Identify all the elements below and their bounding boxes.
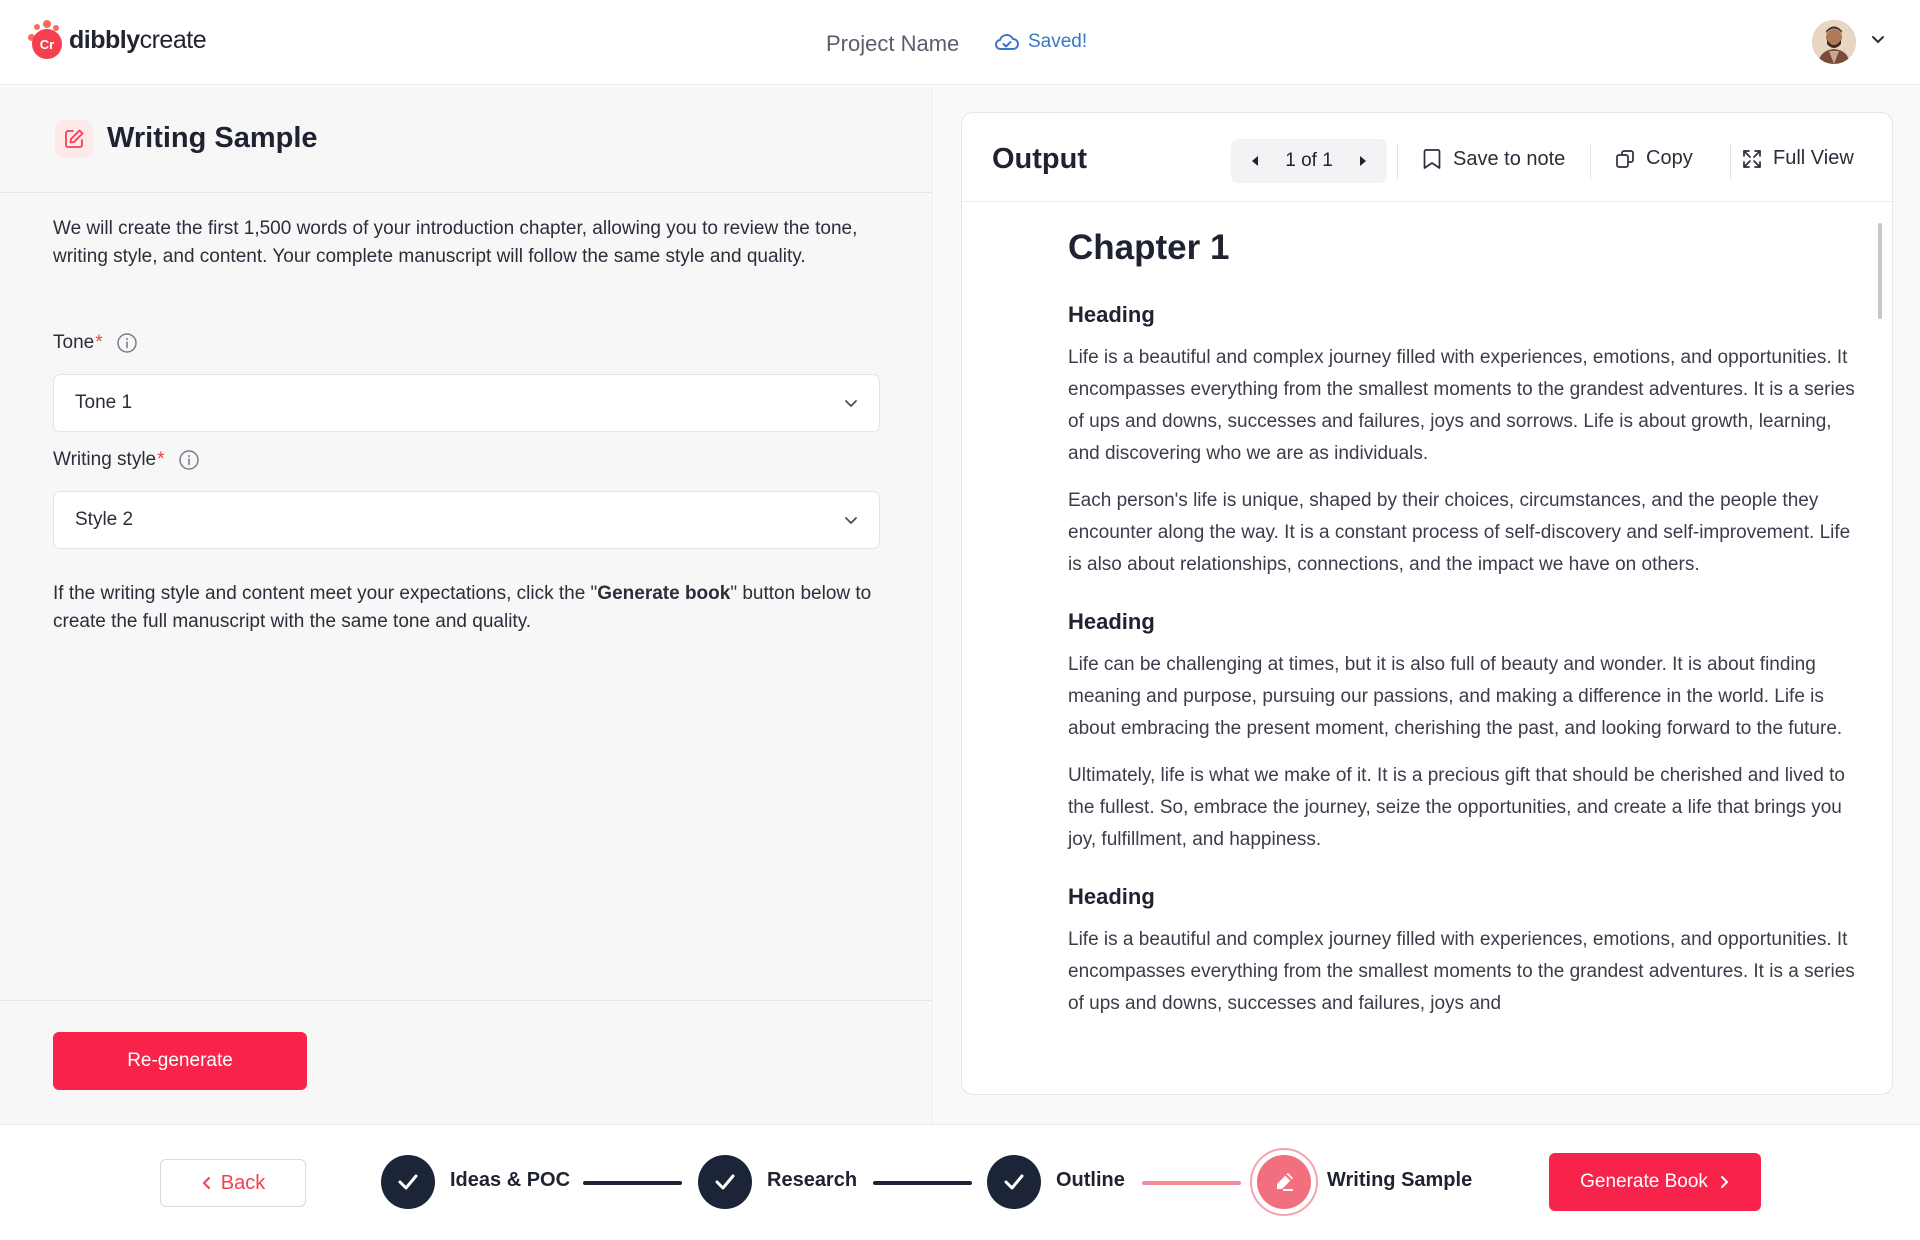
step-writing-sample-label[interactable]: Writing Sample: [1327, 1169, 1473, 1191]
back-button[interactable]: Back: [160, 1159, 306, 1207]
chevron-left-icon: [201, 1175, 213, 1191]
output-title: Output: [992, 143, 1088, 175]
logo-text: dibblycreate: [69, 25, 207, 54]
step-connector: [583, 1181, 682, 1185]
output-card: [961, 112, 1893, 1095]
step-writing-sample-circle[interactable]: [1250, 1148, 1318, 1216]
intro-text: We will create the first 1,500 words of your introduction chapter, allowing you to review the tone, writing style, and content. Your complete manuscript will follow the same style and quality.: [53, 218, 858, 267]
step-ideas-circle[interactable]: [381, 1155, 435, 1209]
check-icon: [713, 1172, 737, 1192]
page-title: Writing Sample: [107, 122, 318, 154]
toolbar-divider: [1397, 143, 1398, 179]
check-icon: [396, 1172, 420, 1192]
section-paragraph: Life is a beautiful and complex journey filled with experiences, emotions, and opportunities. It encompasses everything from the smallest moments to the grandest adventures. It is a series of ups and downs, successes and failures, joys and: [1068, 929, 1855, 1014]
section-heading: Heading: [1068, 884, 1155, 909]
tone-label: Tone *: [53, 332, 138, 354]
eraser-pencil-icon: [1271, 1169, 1297, 1195]
save-status: [994, 31, 1087, 53]
tone-select-value: Tone 1: [75, 392, 133, 413]
toolbar-divider: [1730, 143, 1731, 179]
project-name[interactable]: Project Name: [826, 31, 960, 56]
chapter-title: Chapter 1: [1068, 228, 1230, 267]
copy-button[interactable]: Copy: [1614, 147, 1693, 170]
caret-right-icon[interactable]: [1357, 154, 1369, 168]
step-research-circle[interactable]: [698, 1155, 752, 1209]
section-paragraph: Each person's life is unique, shaped by their choices, circumstances, and the people they encounter along the way. It is a constant process of self-discovery and self-improvement. Life is also about relationships, connections, and the impact we have on others.: [1068, 490, 1851, 575]
section-paragraph: Life can be challenging at times, but it is also full of beauty and wonder. It is about finding meaning and purpose, pursuing our passions, and making a difference in the world. Life is about embracing the present moment, cherishing the past, and looking forward to the future.: [1068, 654, 1843, 739]
generate-book-button[interactable]: Generate Book: [1549, 1153, 1761, 1211]
scrollbar-thumb[interactable]: [1878, 223, 1882, 319]
logo-mark-icon: [26, 20, 66, 60]
chevron-down-icon: [843, 514, 859, 528]
expand-icon: [1741, 148, 1763, 170]
divider: [0, 1000, 932, 1001]
output-pager: [1231, 139, 1387, 183]
step-ideas-label[interactable]: Ideas & POC: [450, 1169, 571, 1191]
cloud-check-icon: [994, 31, 1020, 53]
step-connector: [1142, 1181, 1241, 1185]
check-icon: [1002, 1172, 1026, 1192]
scrollbar-track[interactable]: [1878, 223, 1882, 1083]
chevron-down-icon[interactable]: [1870, 32, 1886, 48]
caret-left-icon[interactable]: [1249, 154, 1261, 168]
section-paragraph: Ultimately, life is what we make of it. It is a precious gift that should be cherished and lived to the fullest. So, embrace the journey, seize the opportunities, and create a life that brings you joy, fulfillment, and happiness.: [1068, 765, 1845, 850]
generate-note: If the writing style and content meet your expectations, click the "Generate book" button below to create the full manuscript with the same tone and quality.: [53, 583, 872, 632]
save-status-text: Saved!: [1028, 31, 1088, 52]
chevron-right-icon: [1718, 1174, 1730, 1190]
tone-select[interactable]: [53, 374, 880, 432]
writing-style-select[interactable]: [53, 491, 880, 549]
section-heading: Heading: [1068, 302, 1155, 327]
writing-style-label: Writing style *: [53, 449, 200, 471]
regenerate-button[interactable]: Re-generate: [53, 1032, 307, 1090]
step-outline-circle[interactable]: [987, 1155, 1041, 1209]
full-view-button[interactable]: Full View: [1741, 147, 1854, 170]
info-icon[interactable]: [116, 332, 138, 354]
section-heading: Heading: [1068, 609, 1155, 634]
bookmark-icon: [1421, 147, 1443, 171]
step-research-label[interactable]: Research: [767, 1169, 858, 1191]
pager-text: 1 of 1: [1285, 150, 1333, 171]
brand-logo[interactable]: [26, 20, 206, 60]
info-icon[interactable]: [178, 449, 200, 471]
save-to-note-button[interactable]: Save to note: [1421, 147, 1565, 171]
chevron-down-icon: [843, 397, 859, 411]
copy-icon: [1614, 148, 1636, 170]
writing-sample-panel: [0, 86, 933, 1124]
step-navigation: [0, 1124, 1920, 1240]
output-content: [1068, 228, 1858, 1035]
writing-style-select-value: Style 2: [75, 509, 134, 530]
output-toolbar: [962, 113, 1892, 202]
top-bar: [0, 0, 1920, 85]
panel-header: [0, 86, 932, 193]
logo-badge: Cr: [32, 29, 62, 59]
user-avatar[interactable]: [1812, 20, 1856, 64]
toolbar-divider: [1590, 143, 1591, 179]
step-connector: [873, 1181, 972, 1185]
step-outline-label[interactable]: Outline: [1056, 1169, 1125, 1191]
section-paragraph: Life is a beautiful and complex journey filled with experiences, emotions, and opportunities. It encompasses everything from the smallest moments to the grandest adventures. It is a series of ups and downs, successes and failures, joys and sorrows. Life is about growth, learning, and discovering who we are as individuals.: [1068, 347, 1855, 464]
pencil-square-icon: [55, 120, 93, 158]
